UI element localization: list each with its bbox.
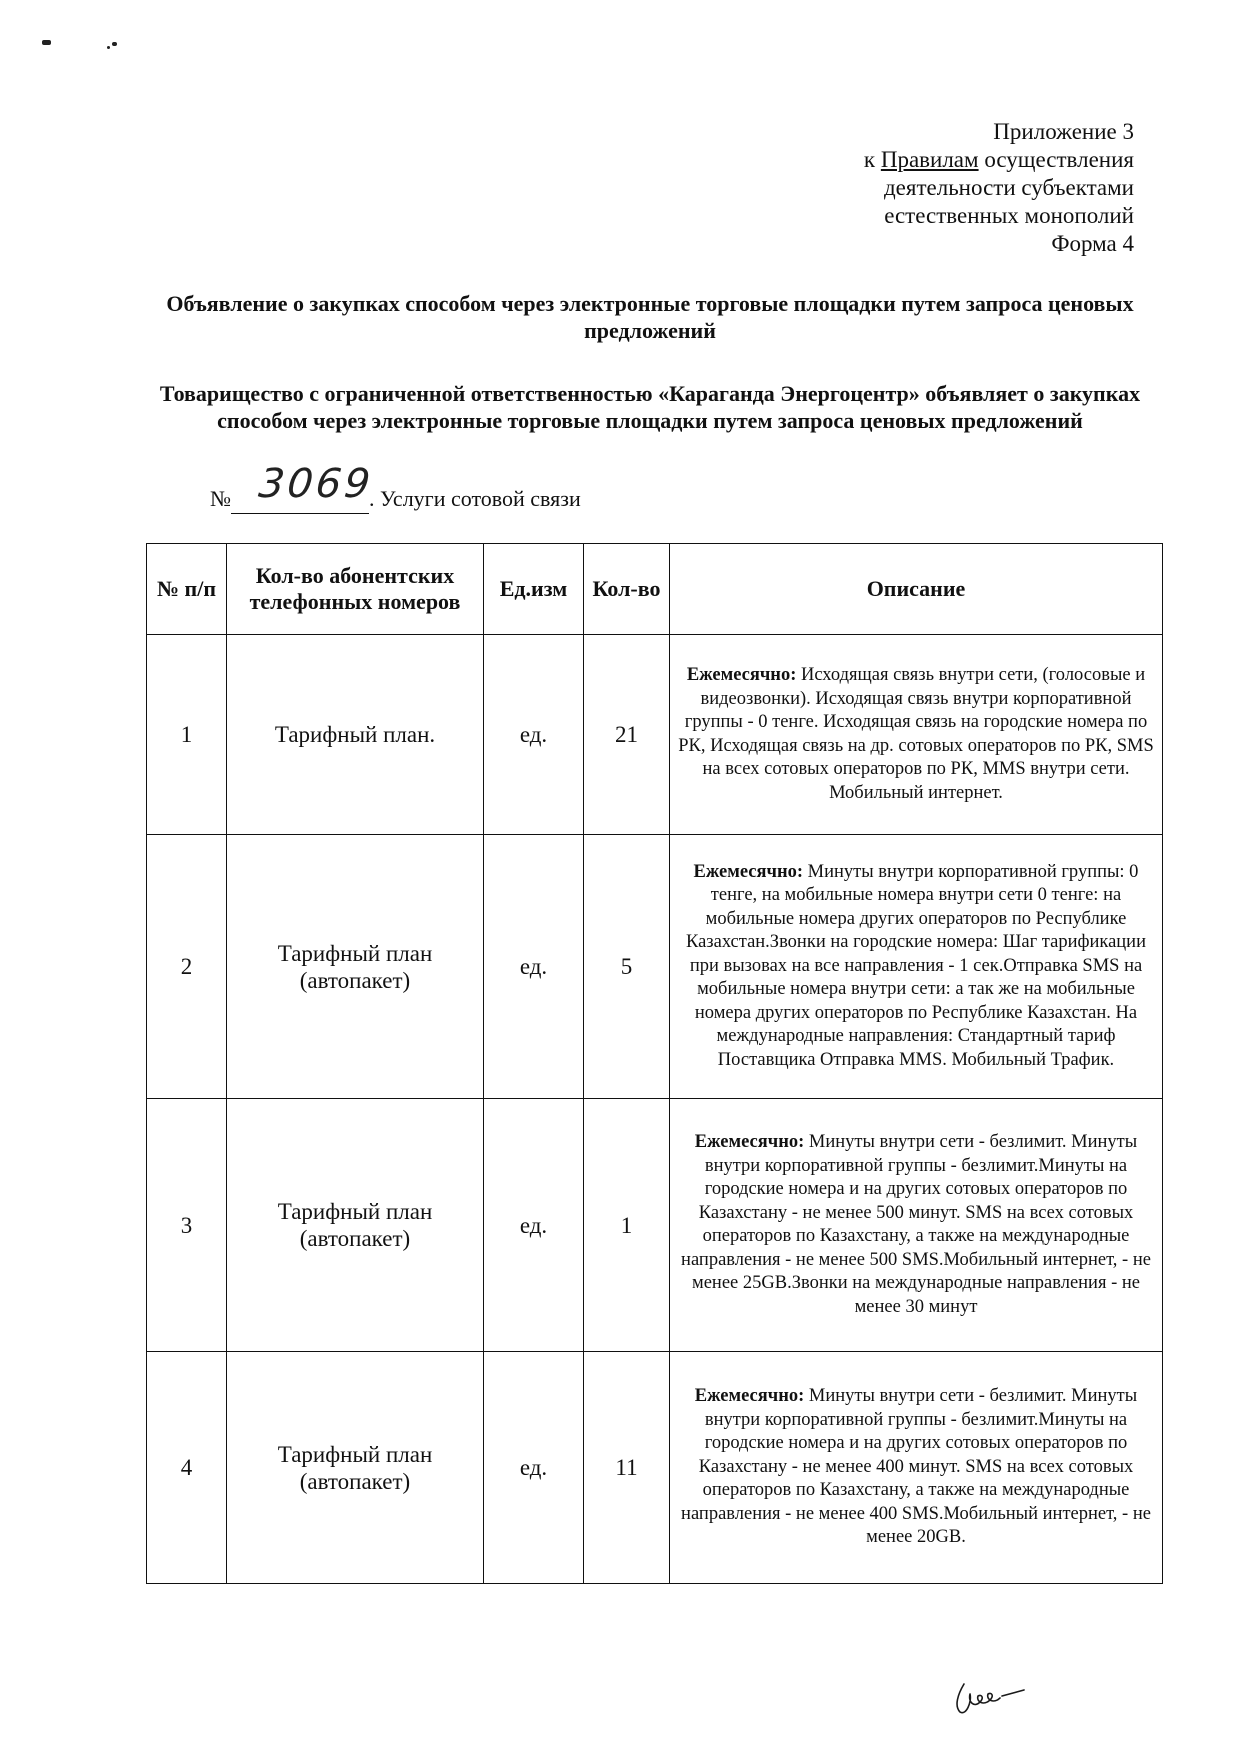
row-num: 2 — [147, 835, 227, 1099]
desc-text: Минуты внутри сети - безлимит. Минуты внутри корпоративной группы - безлимит.Минуты на городские номера и на других сотовых операторов по Казахстану - не менее 500 минут. SMS на всех сотовых операторов по Казахстану, а также на международные направления - не менее 500 SMS.Мобильный интернет, - не менее 25GB.Звонки на международные направления - не менее 30 минут — [681, 1132, 1151, 1317]
organizer-statement: Товарищество с ограниченной ответственностью «Караганда Энергоцентр» объявляет о закупках способом через электронные торговые площадки путем запроса ценовых предложений — [159, 381, 1141, 433]
row-qty: 21 — [584, 635, 670, 835]
lots-table — [146, 543, 1163, 1584]
header-name: Кол-во абонентских телефонных номеров — [227, 544, 484, 635]
row-unit: ед. — [484, 1352, 584, 1584]
row-qty: 1 — [584, 1099, 670, 1352]
appendix-line: деятельности субъектами — [883, 175, 1134, 200]
row-description — [670, 1099, 1163, 1352]
row-name: Тарифный план (автопакет) — [227, 1099, 484, 1352]
table-row — [147, 835, 1163, 1099]
row-name: Тарифный план. — [227, 635, 484, 835]
table-row — [147, 635, 1163, 835]
appendix-prefix: к — [863, 147, 881, 172]
header-qty: Кол-во — [584, 544, 670, 635]
row-unit: ед. — [484, 835, 584, 1099]
appendix-line: естественных монополий — [884, 203, 1134, 228]
appendix-suffix: осуществления — [978, 147, 1134, 172]
announcement-number-line — [210, 461, 581, 514]
row-num: 1 — [147, 635, 227, 835]
table-row — [147, 1352, 1163, 1584]
number-sign: № — [210, 486, 231, 511]
row-name: Тарифный план (автопакет) — [227, 835, 484, 1099]
appendix-line — [864, 146, 1134, 174]
desc-lead: Ежемесячно: — [694, 1386, 805, 1407]
desc-lead: Ежемесячно: — [693, 861, 804, 882]
row-name: Тарифный план (автопакет) — [227, 1352, 484, 1584]
desc-lead: Ежемесячно: — [694, 1132, 805, 1152]
document-title: Объявление о закупках способом через электронные торговые площадки путем запроса ценовых предложений — [166, 291, 1134, 343]
procurement-subject: . Услуги сотовой связи — [369, 486, 581, 511]
row-description — [670, 635, 1163, 835]
header-num: № п/п — [147, 544, 227, 635]
handwritten-number: 3069 — [256, 461, 376, 507]
desc-lead: Ежемесячно: — [686, 665, 797, 685]
desc-text: Минуты внутри корпоративной группы: 0 тенге, на мобильные номера внутри сети 0 тенге: на мобильные номера других операторов по Республике Казахстан.Звонки на городские номера: Шаг тарификации при вызовах на все направления - 1 сек.Отправка SMS на мобильные номера внутри сети: а так же на мобильные номера других операторов по Республике Казахстан. На международные направления: Стандартный тариф Поставщика Отправка MMS. Мобильный Трафик. — [686, 861, 1146, 1070]
header-desc: Описание — [670, 544, 1163, 635]
scan-artifact — [42, 40, 51, 45]
row-num: 3 — [147, 1099, 227, 1352]
desc-text: Исходящая связь внутри сети, (голосовые и видеозвонки). Исходящая связь внутри корпоративной группы - 0 тенге. Исходящая связь на городские номера по РК, Исходящая связь на др. сотовых операторов по РК, SMS на всех сотовых операторов по РК, MMS внутри сети. Мобильный интернет. — [678, 665, 1154, 803]
table-header-row — [147, 544, 1163, 635]
handwritten-signature — [950, 1672, 1030, 1722]
row-num: 4 — [147, 1352, 227, 1584]
row-unit: ед. — [484, 635, 584, 835]
appendix-line: Приложение 3 — [993, 119, 1134, 144]
header-unit: Ед.изм — [484, 544, 584, 635]
rules-link[interactable]: Правилам — [880, 147, 979, 172]
desc-text: Минуты внутри сети - безлимит. Минуты внутри корпоративной группы - безлимит.Минуты на городские номера и на других сотовых операторов по Казахстану - не менее 400 минут. SMS на всех сотовых операторов по Казахстану, а также на международные направления - не менее 400 SMS.Мобильный интернет, - не менее 20GB. — [681, 1386, 1151, 1548]
row-description — [670, 835, 1163, 1099]
row-unit: ед. — [484, 1099, 584, 1352]
row-description — [670, 1352, 1163, 1584]
table-row — [147, 1099, 1163, 1352]
scan-artifact — [107, 46, 110, 49]
form-number: Форма 4 — [1051, 231, 1134, 256]
scan-artifact — [112, 42, 117, 46]
row-qty: 5 — [584, 835, 670, 1099]
number-field — [231, 461, 376, 514]
row-qty: 11 — [584, 1352, 670, 1584]
appendix-block — [864, 118, 1134, 258]
